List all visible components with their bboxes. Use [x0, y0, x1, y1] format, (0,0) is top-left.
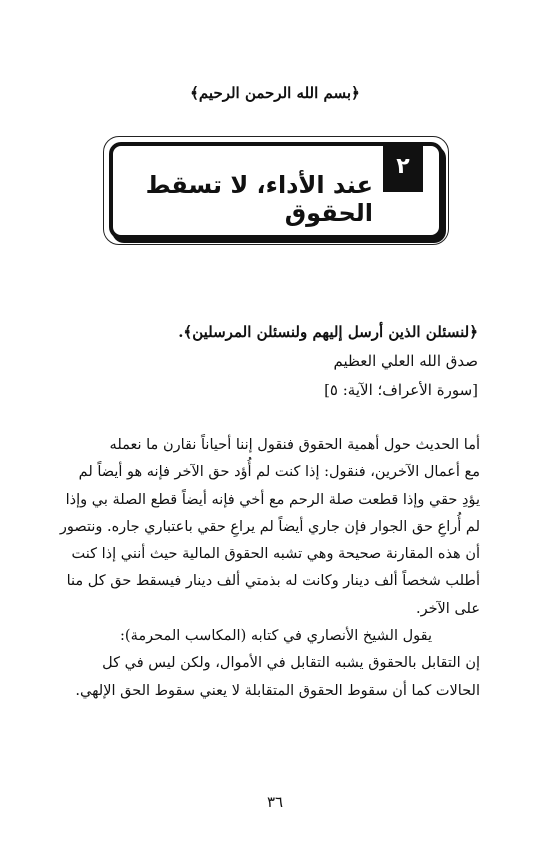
verse-attribution: صدق الله العلي العظيم — [333, 352, 478, 370]
quran-verse: ﴿لنسئلن الذين أرسل إليهم ولنسئلن المرسلين﴾. — [178, 323, 478, 341]
verse-reference: [سورة الأعراف؛ الآية: ٥] — [324, 381, 478, 399]
body-paragraph — [48, 432, 480, 623]
body-line: أطلب شخصاً ألف دينار وكانت له بذمتي ألف دينار فيسقط حق كل منا — [66, 573, 480, 590]
quran-quote-block — [60, 318, 478, 405]
chapter-title-frame — [109, 142, 443, 239]
basmala-header: ﴿بسم الله الرحمن الرحيم﴾ — [190, 84, 360, 102]
body-line: أما الحديث حول أهمية الحقوق فنقول إننا أحياناً نقارن ما نعمله — [109, 437, 480, 453]
citation-line: الحالات كما أن سقوط الحقوق المتقابلة لا يعني سقوط الحق الإلهي. — [75, 682, 480, 699]
chapter-title: عند الأداء، لا تسقط الحقوق — [145, 171, 373, 227]
chapter-number-badge: ٢ — [383, 146, 423, 192]
citation-line: إن التقابل بالحقوق يشبه التقابل في الأموال، ولكن ليس في كل — [102, 655, 480, 672]
body-line: لم أُراعِ حق الجوار فإن جاري أيضاً لم يراعِ حقي باعتباري جاره. ونتصور — [59, 518, 480, 535]
body-line: مع أعمال الآخرين، فنقول: إذا كنت لم أُؤد حق الآخر فإنه هو أيضاً لم — [78, 464, 480, 481]
citation-intro: يقول الشيخ الأنصاري في كتابه (المكاسب المحرمة): — [120, 628, 432, 645]
chapter-title-box — [103, 136, 449, 245]
body-text — [48, 432, 480, 705]
body-line: على الآخر. — [415, 600, 480, 617]
body-line: يؤدِ حقي وإذا قطعت صلة الرحم مع أخي فإنه أيضاً قطع الصلة بي وإذا — [65, 491, 480, 508]
body-line: أن هذه المقارنة صحيحة وهي تشبه الحقوق المالية حيث أنني إذا كنت — [71, 546, 480, 563]
page-number: ٣٦ — [266, 793, 284, 811]
citation-paragraph — [48, 623, 480, 705]
